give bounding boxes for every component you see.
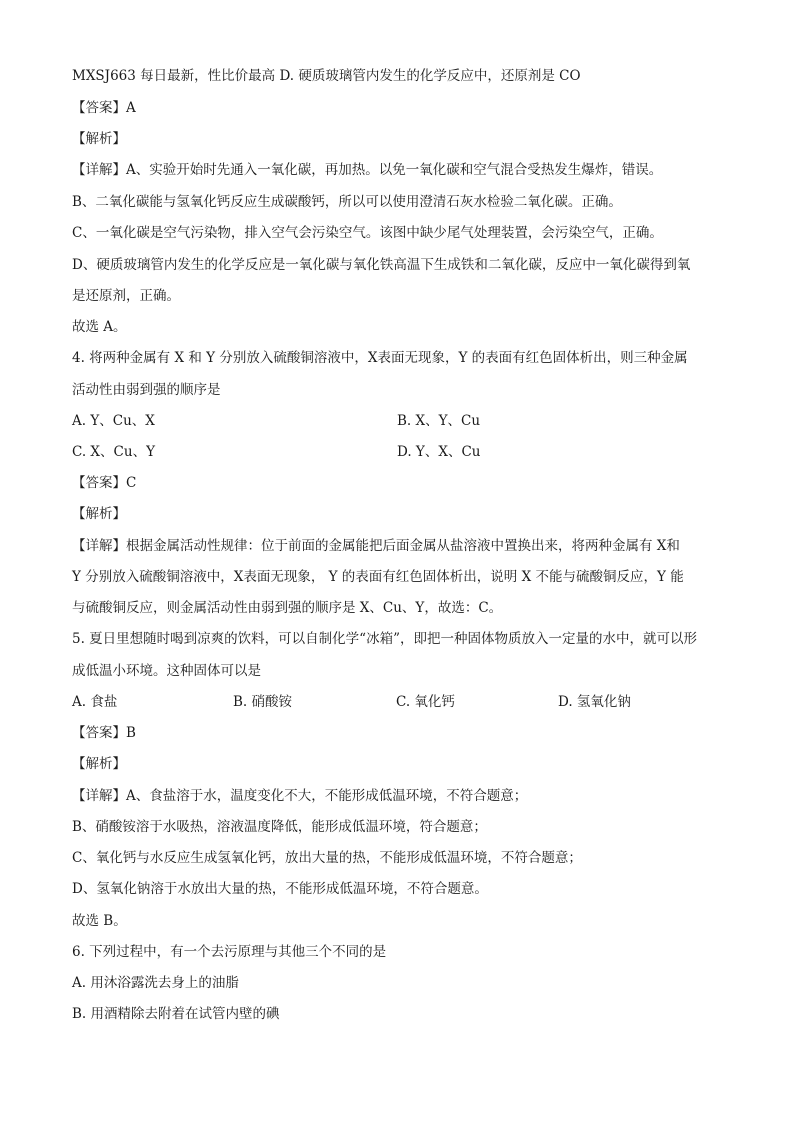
text-line: B、硝酸铵溶于水吸热，溶液温度降低，能形成低温环境，符合题意； — [72, 819, 487, 835]
answer-label: 【答案】B — [72, 725, 136, 741]
question-5-cont: 成低温小环境。这种固体可以是 — [72, 663, 261, 679]
text-line: MXSJ663 每日最新，性比价最高 D. 硬质玻璃管内发生的化学反应中，还原剂是 CO — [72, 68, 581, 84]
text-line: 与硫酸铜反应，则金属活动性由弱到强的顺序是 X、Cu、Y，故选：C。 — [72, 600, 503, 616]
text-line: C、一氧化碳是空气污染物，排入空气会污染空气。该图中缺少尾气处理装置，会污染空气，正确。 — [72, 225, 663, 241]
text-line: 【详解】A、实验开始时先通入一氧化碳，再加热。以免一氧化碳和空气混合受热发生爆炸，错误。 — [72, 162, 663, 178]
text-line: 【详解】A、食盐溶于水，温度变化不大，不能形成低温环境，不符合题意； — [72, 788, 528, 804]
option-a: A. Y、Cu、X — [72, 413, 155, 429]
text-line: 是还原剂，正确。 — [72, 288, 180, 304]
analysis-label: 【解析】 — [72, 131, 126, 147]
text-line: D、氢氧化钠溶于水放出大量的热，不能形成低温环境，不符合题意。 — [72, 881, 488, 897]
text-line: 故选 A。 — [72, 319, 127, 335]
answer-label: 【答案】C — [72, 475, 137, 491]
option-c: C. X、Cu、Y — [72, 444, 155, 460]
analysis-label: 【解析】 — [72, 756, 126, 772]
text-line: Y 分别放入硫酸铜溶液中，X表面无现象， Y 的表面有红色固体析出，说明 X 不能与硫酸铜反应，Y 能 — [72, 569, 684, 585]
question-4: 4. 将两种金属有 X 和 Y 分别放入硫酸铜溶液中，X表面无现象，Y 的表面有红色固体析出，则三种金属 — [72, 350, 688, 366]
option-d: D. Y、X、Cu — [397, 444, 481, 460]
option-a: A. 食盐 — [72, 694, 118, 710]
text-line: 【详解】根据金属活动性规律：位于前面的金属能把后面金属从盐溶液中置换出来，将两种金属有 X和 — [72, 538, 680, 554]
option-b: B. 用酒精除去附着在试管内壁的碘 — [72, 1006, 280, 1022]
question-5: 5. 夏日里想随时喝到凉爽的饮料，可以自制化学“冰箱”，即把一种固体物质放入一定量的水中，就可以形 — [72, 631, 697, 647]
option-c: C. 氧化钙 — [396, 694, 455, 710]
option-b: B. X、Y、Cu — [397, 413, 481, 429]
text-line: 故选 B。 — [72, 913, 127, 929]
text-line: C、氧化钙与水反应生成氢氧化钙，放出大量的热，不能形成低温环境，不符合题意； — [72, 850, 582, 866]
option-d: D. 氢氧化钠 — [558, 694, 631, 710]
option-a: A. 用沐浴露洗去身上的油脂 — [72, 975, 239, 991]
text-line: D、硬质玻璃管内发生的化学反应是一氧化碳与氧化铁高温下生成铁和二氧化碳，反应中一氧化碳得到氧 — [72, 257, 691, 273]
question-6: 6. 下列过程中，有一个去污原理与其他三个不同的是 — [72, 944, 387, 960]
analysis-label: 【解析】 — [72, 506, 126, 522]
option-b: B. 硝酸铵 — [233, 694, 293, 710]
text-line: B、二氧化碳能与氢氧化钙反应生成碳酸钙，所以可以使用澄清石灰水检验二氧化碳。正确。 — [72, 194, 622, 210]
answer-label: 【答案】A — [72, 100, 136, 116]
question-4-cont: 活动性由弱到强的顺序是 — [72, 382, 221, 398]
